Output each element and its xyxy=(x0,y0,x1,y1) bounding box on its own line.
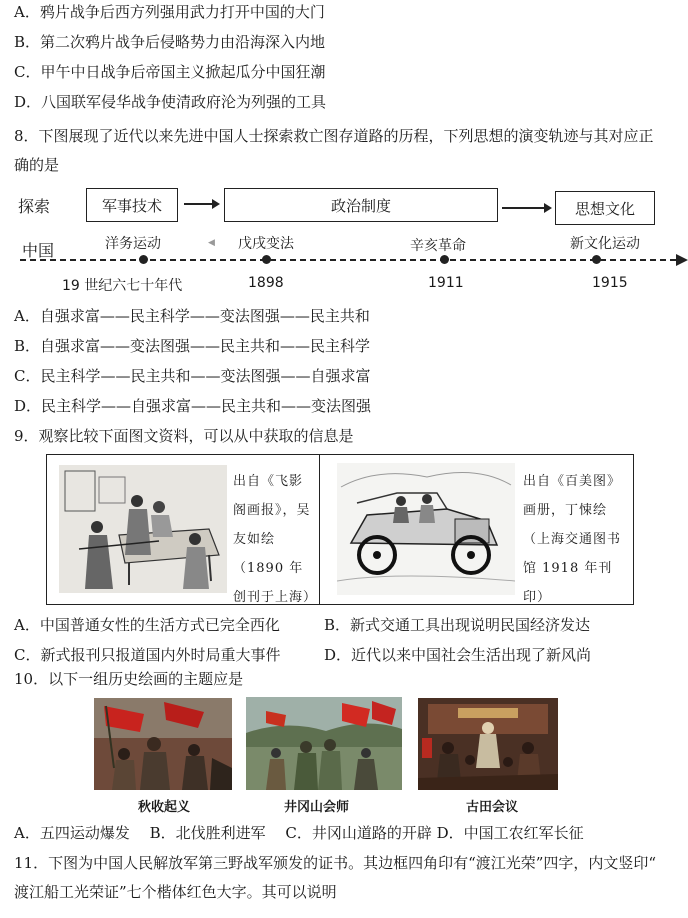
q8-stem-line1: 8．下图展现了近代以来先进中国人士探索救亡图存道路的历程，下列思想的演变轨迹与其对应正 xyxy=(14,127,654,145)
picture-caption-2: 井冈山会师 xyxy=(284,800,350,815)
q7-option-d: D．八国联军侵华战争使清政府沦为列强的工具 xyxy=(14,93,327,111)
china-label: 中国 xyxy=(22,241,55,260)
q8-option-d: D．民主科学——自强求富——民主共和——变法图强 xyxy=(14,397,372,415)
q9-option-d: D．近代以来中国社会生活出现了新风尚 xyxy=(324,646,592,664)
timeline-arrow-icon xyxy=(676,254,688,266)
picture-caption-1: 秋收起义 xyxy=(138,800,191,815)
event-westernization: 洋务运动 xyxy=(105,236,161,252)
q11-stem-line2: 渡江船工光荣证”七个楷体红色大字。其可以说明 xyxy=(14,883,337,901)
arrow-right-icon xyxy=(502,201,552,215)
automobile-illustration xyxy=(337,463,515,595)
explore-label: 探索 xyxy=(18,197,51,216)
panel-divider xyxy=(319,455,320,604)
timeline-dot xyxy=(440,255,449,264)
timeline-dot xyxy=(592,255,601,264)
q8-option-b: B．自强求富——变法图强——民主共和——民主科学 xyxy=(14,337,371,355)
year-1860s: 19 世纪六七十年代 xyxy=(62,278,183,294)
box-political-system: 政治制度 xyxy=(224,188,498,222)
q9-option-b: B．新式交通工具出现说明民国经济发达 xyxy=(324,616,591,634)
q9-stem: 9．观察比较下面图文资料，可以从中获取的信息是 xyxy=(14,427,354,445)
timeline-dot xyxy=(262,255,271,264)
year-1898: 1898 xyxy=(248,275,284,291)
event-new-culture: 新文化运动 xyxy=(570,236,640,252)
q7-option-b: B．第二次鸦片战争后侵略势力由沿海深入内地 xyxy=(14,33,326,51)
box-military-tech: 军事技术 xyxy=(86,188,178,222)
q11-stem-line1: 11．下图为中国人民解放军第三野战军颁发的证书。其边框四角印有“渡江光荣”四字，内文竖印“ xyxy=(14,854,657,872)
painting-gutian-conference xyxy=(418,698,558,790)
q7-option-a: A．鸦片战争后西方列强用武力打开中国的大门 xyxy=(14,3,325,21)
event-xinhai-revolution: 辛亥革命 xyxy=(410,238,466,254)
q9-caption-right: 出自《百美图》画册，丁悚绘（上海交通图书馆 1918 年刊印） xyxy=(523,474,622,605)
box-ideology-culture: 思想文化 xyxy=(555,191,655,225)
q8-option-c: C．民主科学——民主共和——变法图强——自强求富 xyxy=(14,367,371,385)
timeline-dot xyxy=(139,255,148,264)
event-reform-1898: 戊戌变法 xyxy=(238,236,294,252)
small-marker-icon: ◀ xyxy=(208,238,215,248)
q9-option-c: C．新式报刊只报道国内外时局重大事件 xyxy=(14,646,281,664)
timeline-axis xyxy=(20,259,676,261)
year-1911: 1911 xyxy=(428,275,464,291)
q8-option-a: A．自强求富——民主科学——变法图强——民主共和 xyxy=(14,307,370,325)
q8-stem-line2: 确的是 xyxy=(14,156,60,174)
q9-caption-left: 出自《飞影阁画报》，吴友如绘（1890 年创刊于上海） xyxy=(233,474,318,605)
arrow-right-icon xyxy=(184,197,220,211)
q9-option-a: A．中国普通女性的生活方式已完全西化 xyxy=(14,616,280,634)
year-1915: 1915 xyxy=(592,275,628,291)
picture-caption-3: 古田会议 xyxy=(466,800,519,815)
q10-options: A．五四运动爆发 B．北伐胜利进军 C．井冈山道路的开辟 D．中国工农红军长征 xyxy=(14,824,584,842)
q7-option-c: C．甲午中日战争后帝国主义掀起瓜分中国狂潮 xyxy=(14,63,326,81)
q10-stem: 10．以下一组历史绘画的主题应是 xyxy=(14,670,244,688)
billiards-illustration xyxy=(59,465,227,593)
q9-image-panel xyxy=(46,454,634,605)
painting-autumn-harvest-uprising xyxy=(94,698,232,790)
painting-jinggangshan-meeting xyxy=(246,697,402,790)
